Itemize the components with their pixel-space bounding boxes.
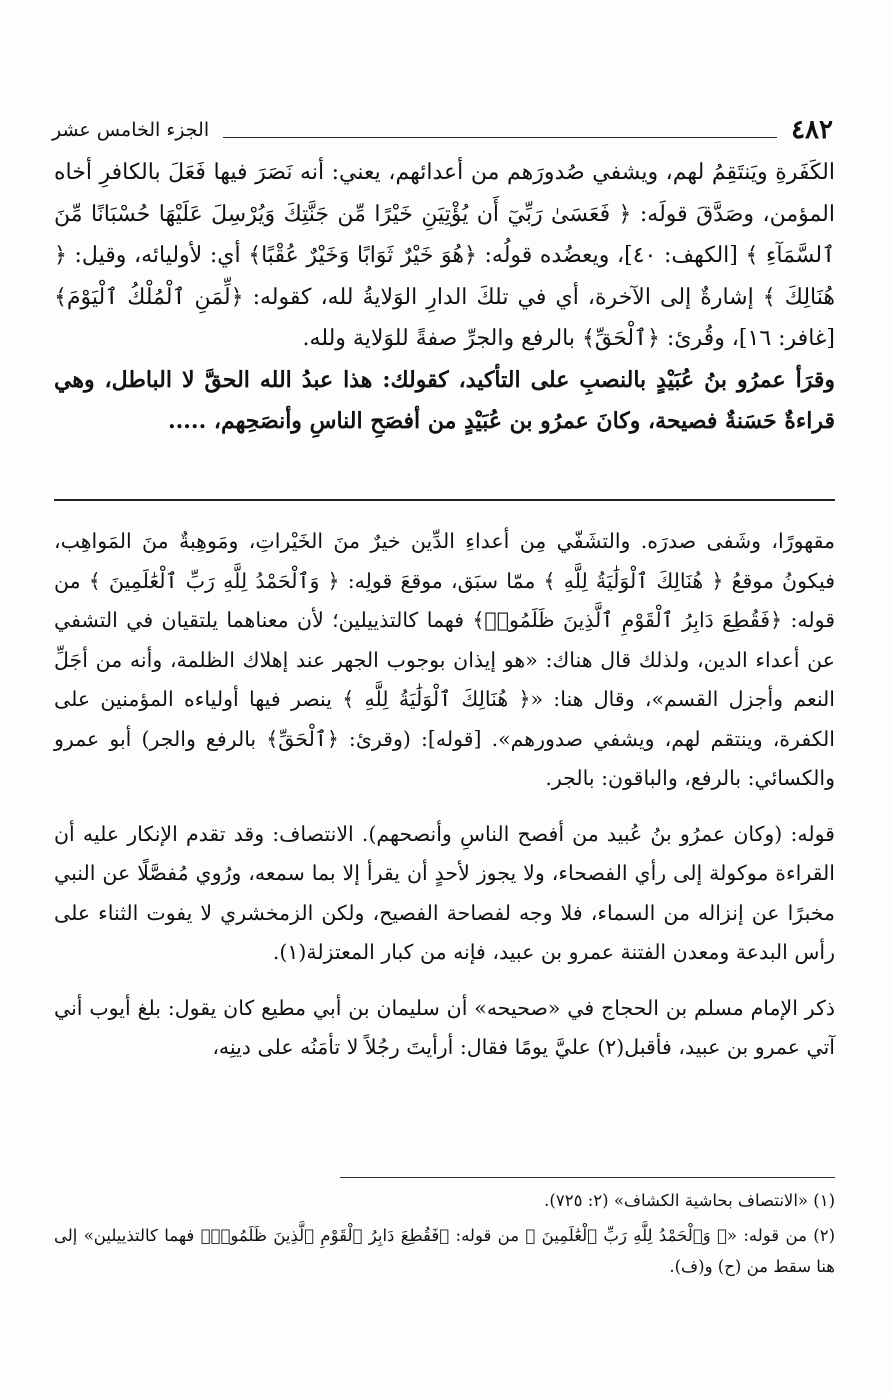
page-number: ٤٨٢ — [791, 115, 833, 145]
main-text — [54, 152, 835, 443]
footnote-divider — [340, 1177, 835, 1178]
page-header — [52, 110, 833, 150]
section-divider — [54, 499, 835, 501]
commentary — [54, 522, 835, 1068]
header-rule — [223, 137, 777, 138]
commentary-paragraph: قوله: (وكان عمرُو بنُ عُبيد من أفصح الناسِ وأنصحهم). الانتصاف: وقد تقدم الإنكار عليه أن القراءة موكولة إلى رأي الفصحاء، ولا يجوز لأحدٍ أن يقرأ إلا بما سمعه، ورُوي مُفصَّلًا عن النبي مخبرًا عن إنزاله من السماء، فلا وجه لفصاحة الفصيح، ولكن الزمخشري لا يفوت الثناء على رأس البدعة ومعدن الفتنة عمرو بن عبيد، فإنه من كبار المعتزلة(١). — [54, 821, 835, 964]
footnote: (٢) من قوله: «﴿ وَٱلْحَمْدُ لِلَّهِ رَبِّ ٱلْعَٰلَمِينَ ﴾ من قوله: ﴿فَقُطِعَ دَابِرُ ٱلْقَوْمِ ٱلَّذِينَ ظَلَمُوا۟﴾ فهما كالتذييلين» إلى هنا سقط من (ح) و(ف). — [54, 1226, 835, 1276]
main-paragraph: الكَفَرةِ ويَنتَقِمُ لهم، ويشفي صُدورَهم من أعدائهم، يعني: أنه نَصَرَ فيها فَعَلَ بالكافرِ أخاه المؤمن، وصَدَّقَ قولَه: ﴿ فَعَسَىٰ رَبِّيٓ أَن يُؤْتِيَنِ خَيْرًا مِّن جَنَّتِكَ وَيُرْسِلَ عَلَيْهَا حُسْبَانًا مِّنَ ٱلسَّمَآءِ ﴾ [الكهف: ٤٠]، ويعضُده قولُه: ﴿هُوَ خَيْرٌ ثَوَابًا وَخَيْرٌ عُقْبًا﴾ أي: لأوليائه، وقيل: ﴿ هُنَالِكَ ﴾ إشارةٌ إلى الآخرة، أي في تلكَ الدارِ الوَلايةُ لله، كقوله: ﴿لِّمَنِ ٱلْمُلْكُ ٱلْيَوْمَ﴾ [غافر: ١٦]، وقُرئ: ﴿ٱلْحَقِّ﴾ بالرفع والجرِّ صفةً للوَلاية ولله. — [54, 160, 836, 351]
running-title: الجزء الخامس عشر — [52, 119, 210, 141]
main-paragraph: وقرَأ عمرُو بنُ عُبَيْدٍ بالنصبِ على التأكيد، كقولك: هذا عبدُ الله الحقَّ لا الباطل، وهي قراءةٌ حَسَنةٌ فصيحة، وكانَ عمرُو بن عُبَيْدٍ من أفصَحِ الناسِ وأنصَحِهم، ..... — [54, 366, 835, 434]
footnotes — [54, 1185, 835, 1286]
commentary-paragraph: ذكر الإمام مسلم بن الحجاج في «صحيحه» أن سليمان بن أبي مطيع كان يقول: بلغ أيوب أني آتي عمرو بن عبيد، فأقبل(٢) عليَّ يومًا فقال: أرأيتَ رجُلاً لا تأمَنُه على دينِه، — [54, 995, 835, 1059]
commentary-paragraph: مقهورًا، وشَفى صدرَه. والتشَفّي مِن أعداءِ الدِّين خيرٌ منَ الخَيْراتِ، ومَوهِبةٌ منَ المَواهِب، فيكونُ موقعُ ﴿ هُنَالِكَ ٱلْوَلَٰيَةُ لِلَّهِ ﴾ ممّا سبَق، موقعَ قولِه: ﴿ وَٱلْحَمْدُ لِلَّهِ رَبِّ ٱلْعَٰلَمِينَ ﴾ من قوله: ﴿فَقُطِعَ دَابِرُ ٱلْقَوْمِ ٱلَّذِينَ ظَلَمُوا۟﴾ فهما كالتذييلين؛ لأن معناهما يلتقيان في التشفي عن أعداء الدين، ولذلك قال هناك: «هو إيذان بوجوب الجهر عند إهلاك الظلمة، وأنه من أجَلِّ النعم وأجزل القسم»، وقال هنا: «﴿ هُنَالِكَ ٱلْوَلَٰيَةُ لِلَّهِ ﴾ ينصر فيها أولياءه المؤمنين على الكفرة، وينتقم لهم، ويشفي صدورهم». [قوله]: (وقرئ: ﴿ٱلْحَقِّ﴾ بالرفع والجر) أبو عمرو والكسائي: بالرفع، والباقون: بالجر. — [54, 529, 835, 790]
footnote: (١) «الانتصاف بحاشية الكشاف» (٢: ٧٢٥). — [544, 1191, 835, 1210]
